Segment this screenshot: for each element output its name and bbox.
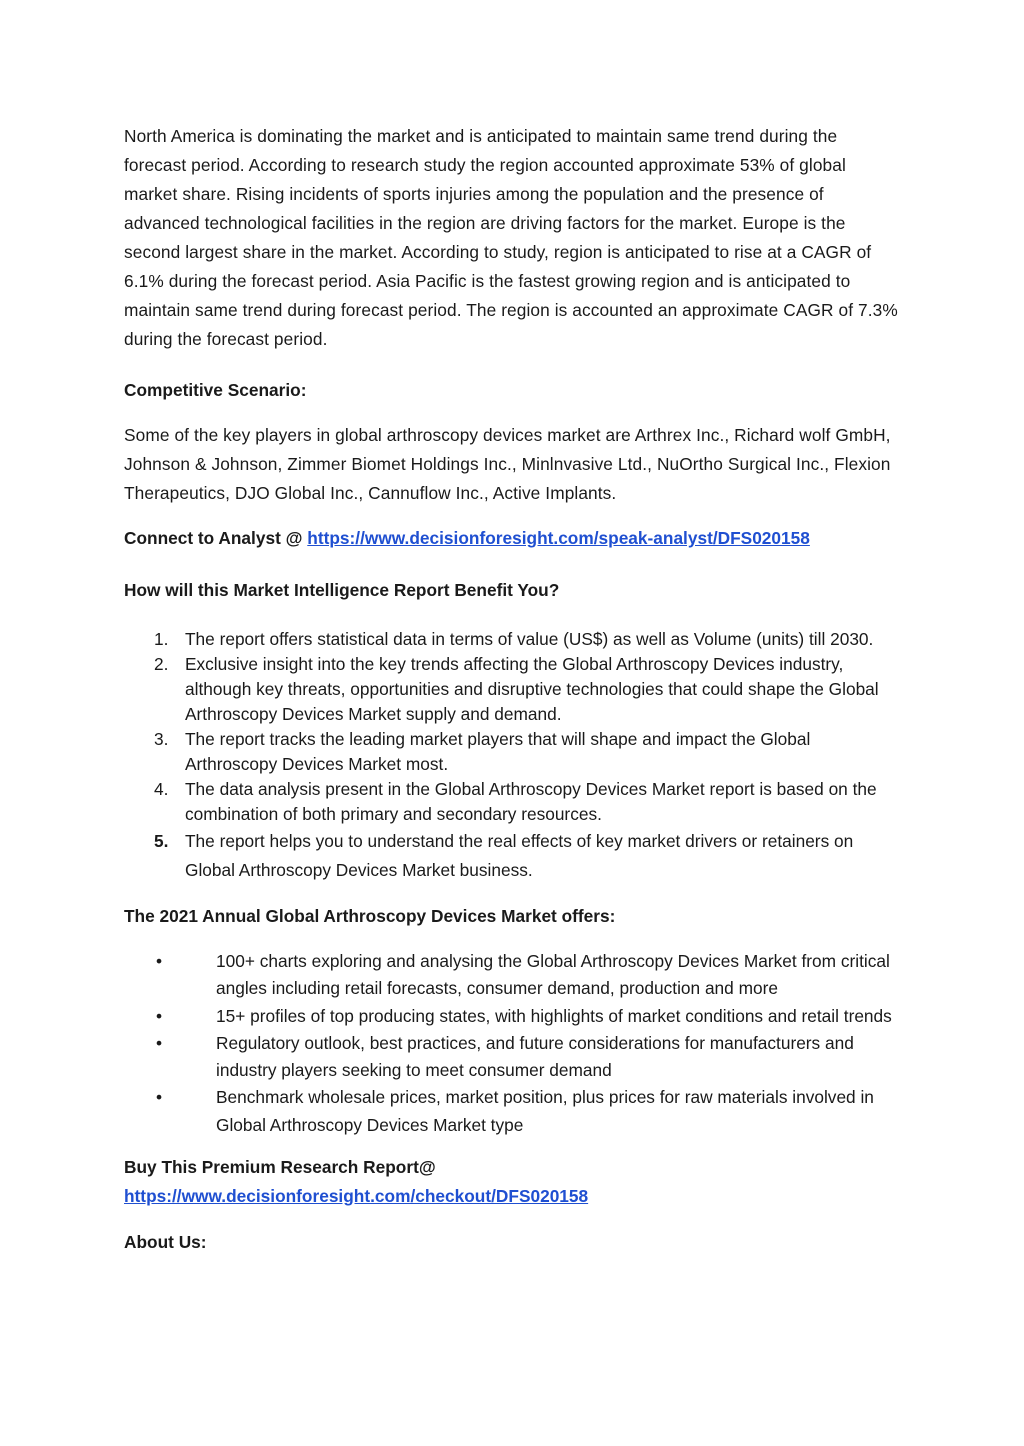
benefits-heading: How will this Market Intelligence Report Benefit You? [124, 580, 560, 600]
connect-analyst-label: Connect to Analyst @ [124, 528, 308, 548]
connect-analyst-line [124, 524, 904, 553]
benefit-text: The data analysis present in the Global Arthroscopy Devices Market report is based on the combination of both primary and secondary resources. [185, 779, 877, 824]
benefits-list [124, 627, 904, 885]
benefit-text: Exclusive insight into the key trends affecting the Global Arthroscopy Devices industry, although key threats, opportunities and disruptive technologies that could shape the Global Arthroscopy Devices Market supply and demand. [185, 654, 879, 724]
offers-list [124, 948, 904, 1139]
benefit-text: The report helps you to understand the real effects of key market drivers or retainers on Global Arthroscopy Devices Market business. [185, 831, 854, 880]
offer-item [124, 1030, 904, 1085]
competitive-paragraph: Some of the key players in global arthroscopy devices market are Arthrex Inc., Richard wolf GmbH, Johnson & Johnson, Zimmer Biomet Holdings Inc., Minlnvasive Ltd., NuOrtho Surgical Inc., Flexion Therapeutics, DJO Global Inc., Cannuflow Inc., Active Implants. [124, 425, 891, 503]
speak-analyst-link[interactable]: https://www.decisionforesight.com/speak-analyst/DFS020158 [307, 528, 810, 548]
offer-text: Benchmark wholesale prices, market position, plus prices for raw materials involved in Global Arthroscopy Devices Market type [216, 1087, 874, 1135]
offer-text: 100+ charts exploring and analysing the Global Arthroscopy Devices Market from critical angles including retail forecasts, consumer demand, production and more [216, 951, 890, 999]
competitive-heading: Competitive Scenario: [124, 380, 307, 400]
bullet-icon: • [156, 951, 163, 971]
offer-item [124, 1084, 904, 1139]
offers-heading: The 2021 Annual Global Arthroscopy Devices Market offers: [124, 906, 616, 926]
benefit-item [124, 627, 904, 652]
document-page [124, 122, 904, 1257]
bullet-icon: • [156, 1032, 163, 1053]
benefit-item [124, 827, 904, 885]
offer-text: 15+ profiles of top producing states, with highlights of market conditions and retail trends [216, 1005, 892, 1026]
benefit-number: 1. [154, 629, 169, 649]
checkout-link[interactable]: https://www.decisionforesight.com/checkout/DFS020158 [124, 1186, 589, 1207]
about-heading: About Us: [124, 1232, 207, 1253]
benefit-number: 3. [154, 729, 169, 749]
bullet-icon: • [156, 1005, 163, 1026]
benefit-text: The report tracks the leading market players that will shape and impact the Global Arthroscopy Devices Market most. [185, 729, 811, 774]
benefit-number: 2. [154, 654, 169, 674]
buy-report-line [124, 1182, 904, 1211]
buy-report-label: Buy This Premium Research Report@ [124, 1157, 436, 1178]
bullet-icon: • [156, 1087, 163, 1108]
benefit-item [124, 777, 904, 827]
benefit-item [124, 652, 904, 727]
benefit-item [124, 727, 904, 777]
benefit-text: The report offers statistical data in terms of value (US$) as well as Volume (units) till 2030. [185, 629, 874, 649]
offer-item [124, 948, 904, 1003]
benefit-number: 5. [154, 831, 169, 851]
offer-text: Regulatory outlook, best practices, and future considerations for manufacturers and industry players seeking to meet consumer demand [216, 1032, 854, 1081]
intro-paragraph: North America is dominating the market and is anticipated to maintain same trend during the forecast period. According to research study the region accounted approximate 53% of global market share. Rising incidents of sports injuries among the population and the presence of advanced technological facilities in the region are driving factors for the market. Europe is the second largest share in the market. According to study, region is anticipated to rise at a CAGR of 6.1% during the forecast period. Asia Pacific is the fastest growing region and is anticipated to maintain same trend during forecast period. The region is accounted an approximate CAGR of 7.3% during the forecast period. [124, 126, 898, 349]
benefit-number: 4. [154, 779, 169, 799]
offer-item [124, 1003, 904, 1030]
